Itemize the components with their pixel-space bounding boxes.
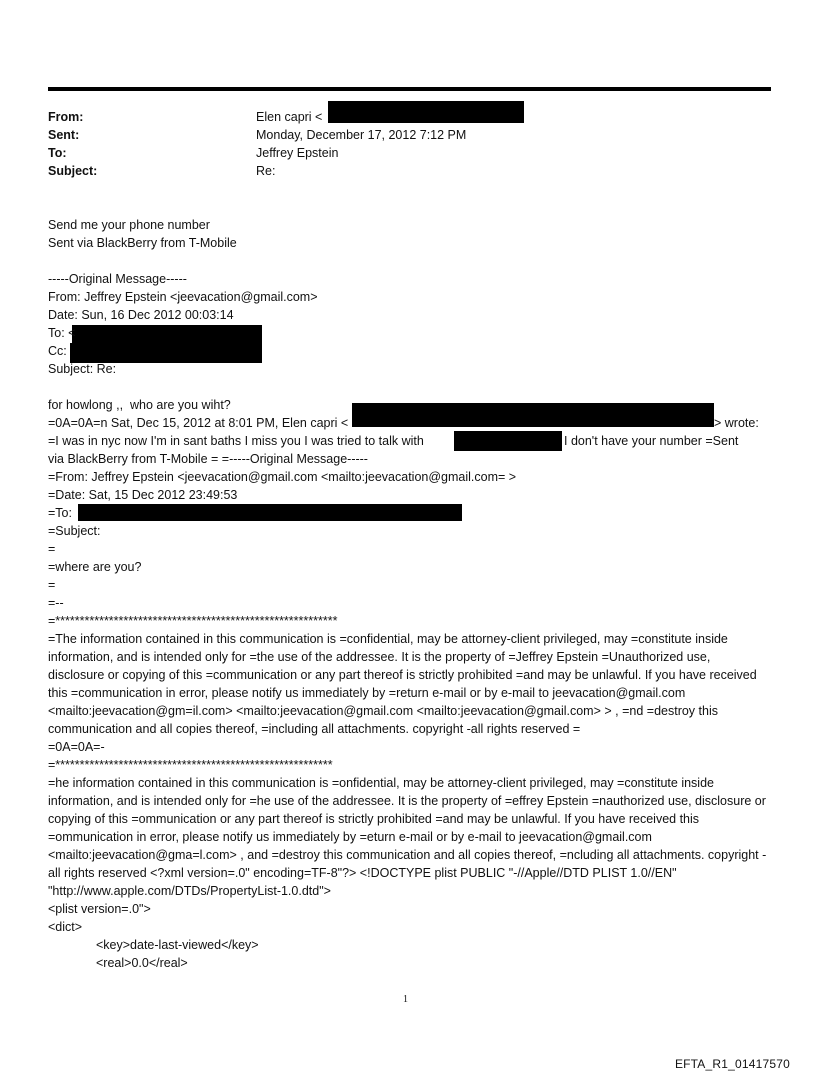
body-line: =where are you?	[48, 560, 142, 574]
body-line: <dict>	[48, 920, 83, 934]
body-line: via BlackBerry from T-Mobile = =-----Original Message-----	[48, 452, 368, 466]
separator-asterisks: =*********************************************************	[48, 758, 333, 772]
to-value: Jeffrey Epstein	[256, 146, 339, 160]
disclaimer-paragraph: =he information contained in this communication is =onfidential, may be attorney-client privileged, may =constitute inside information, and is intended only for =he use of the addressee. It is the property of =effrey Epstein =nauthorized use, disclosure or copying of this =ommunication or any part thereof is strictly prohibited =and may be unlawful. If you have received this =ommunication in error, please notify us immediately by =eturn e-mail or by e-mail to jeevacation@gmail.com <mailto:jeevacation@gma=l.com> , and =destroy this communication and all copies thereof, =ncluding all attachments. copyright -all rights reserved <?xml version=.0" encoding=TF-8"?> <!DOCTYPE plist PUBLIC "-//Apple//DTD PLIST 1.0//EN" "http://www.apple.com/DTDs/PropertyList-1.0.dtd">	[48, 776, 767, 898]
body-line: =From: Jeffrey Epstein <jeevacation@gmail.com <mailto:jeevacation@gmail.com= >	[48, 470, 517, 484]
body-line-part: I don't have your number =Sent	[564, 434, 739, 448]
body-line-part: =I was in nyc now I'm in sant baths I miss you I was tried to talk with	[48, 434, 424, 448]
page-number: 1	[403, 994, 408, 1005]
original-message-divider: -----Original Message-----	[48, 272, 187, 286]
body-line: =	[48, 578, 56, 592]
body-line: <plist version=.0">	[48, 902, 151, 916]
body-line: Send me your phone number	[48, 218, 210, 232]
disclaimer-paragraph: =The information contained in this communication is =confidential, may be attorney-client privileged, may =constitute inside information, and is intended only for =the use of the addressee. It is the property of =Jeffrey Epstein =Unauthorized use, disclosure or copying of this =communication or any part thereof is strictly prohibited =and may be unlawful. If you have received this =communication in error, please notify us immediately by =return e-mail or by e-mail to jeevacation@gmail.com <mailto:jeevacation@gm=il.com> <mailto:jeevacation@gmail.com <mailto:jeevacation@gmail.com> > , =nd =destroy this communication and all copies thereof, =including all attachments. copyright -all rights reserved =	[48, 632, 757, 736]
body-line: To: <	[48, 326, 76, 340]
body-line: =Subject:	[48, 524, 101, 538]
body-line: =0A=0A=-	[48, 740, 105, 754]
body-line: Sent via BlackBerry from T-Mobile	[48, 236, 237, 250]
from-value: Elen capri <	[256, 110, 323, 124]
from-label: From:	[48, 110, 84, 124]
body-line: <real>0.0</real>	[96, 956, 188, 970]
body-line: =To:	[48, 506, 76, 520]
header-rule	[48, 87, 771, 91]
body-line: Cc:	[48, 344, 71, 358]
body-line	[48, 414, 768, 432]
bates-number: EFTA_R1_01417570	[674, 1057, 790, 1071]
body-line-part: =0A=0A=n Sat, Dec 15, 2012 at 8:01 PM, Elen capri <	[48, 416, 349, 430]
sent-value: Monday, December 17, 2012 7:12 PM	[256, 128, 467, 142]
body-line: =--	[48, 596, 64, 610]
to-label: To:	[48, 146, 67, 160]
body-line: <key>date-last-viewed</key>	[96, 938, 259, 952]
separator-asterisks: =**********************************************************	[48, 614, 338, 628]
body-line: Date: Sun, 16 Dec 2012 00:03:14	[48, 308, 234, 322]
body-line	[48, 432, 768, 450]
body-line: Subject: Re:	[48, 362, 117, 376]
body-line: for howlong ,, who are you wiht?	[48, 398, 231, 412]
sent-label: Sent:	[48, 128, 80, 142]
subject-value: Re:	[256, 164, 276, 178]
subject-label: Subject:	[48, 164, 98, 178]
body-line: =	[48, 542, 56, 556]
redaction-box	[328, 101, 524, 123]
body-line: From: Jeffrey Epstein <jeevacation@gmail.com>	[48, 290, 318, 304]
body-line: =Date: Sat, 15 Dec 2012 23:49:53	[48, 488, 238, 502]
email-body	[48, 216, 768, 972]
body-line-part: > wrote:	[714, 416, 759, 430]
